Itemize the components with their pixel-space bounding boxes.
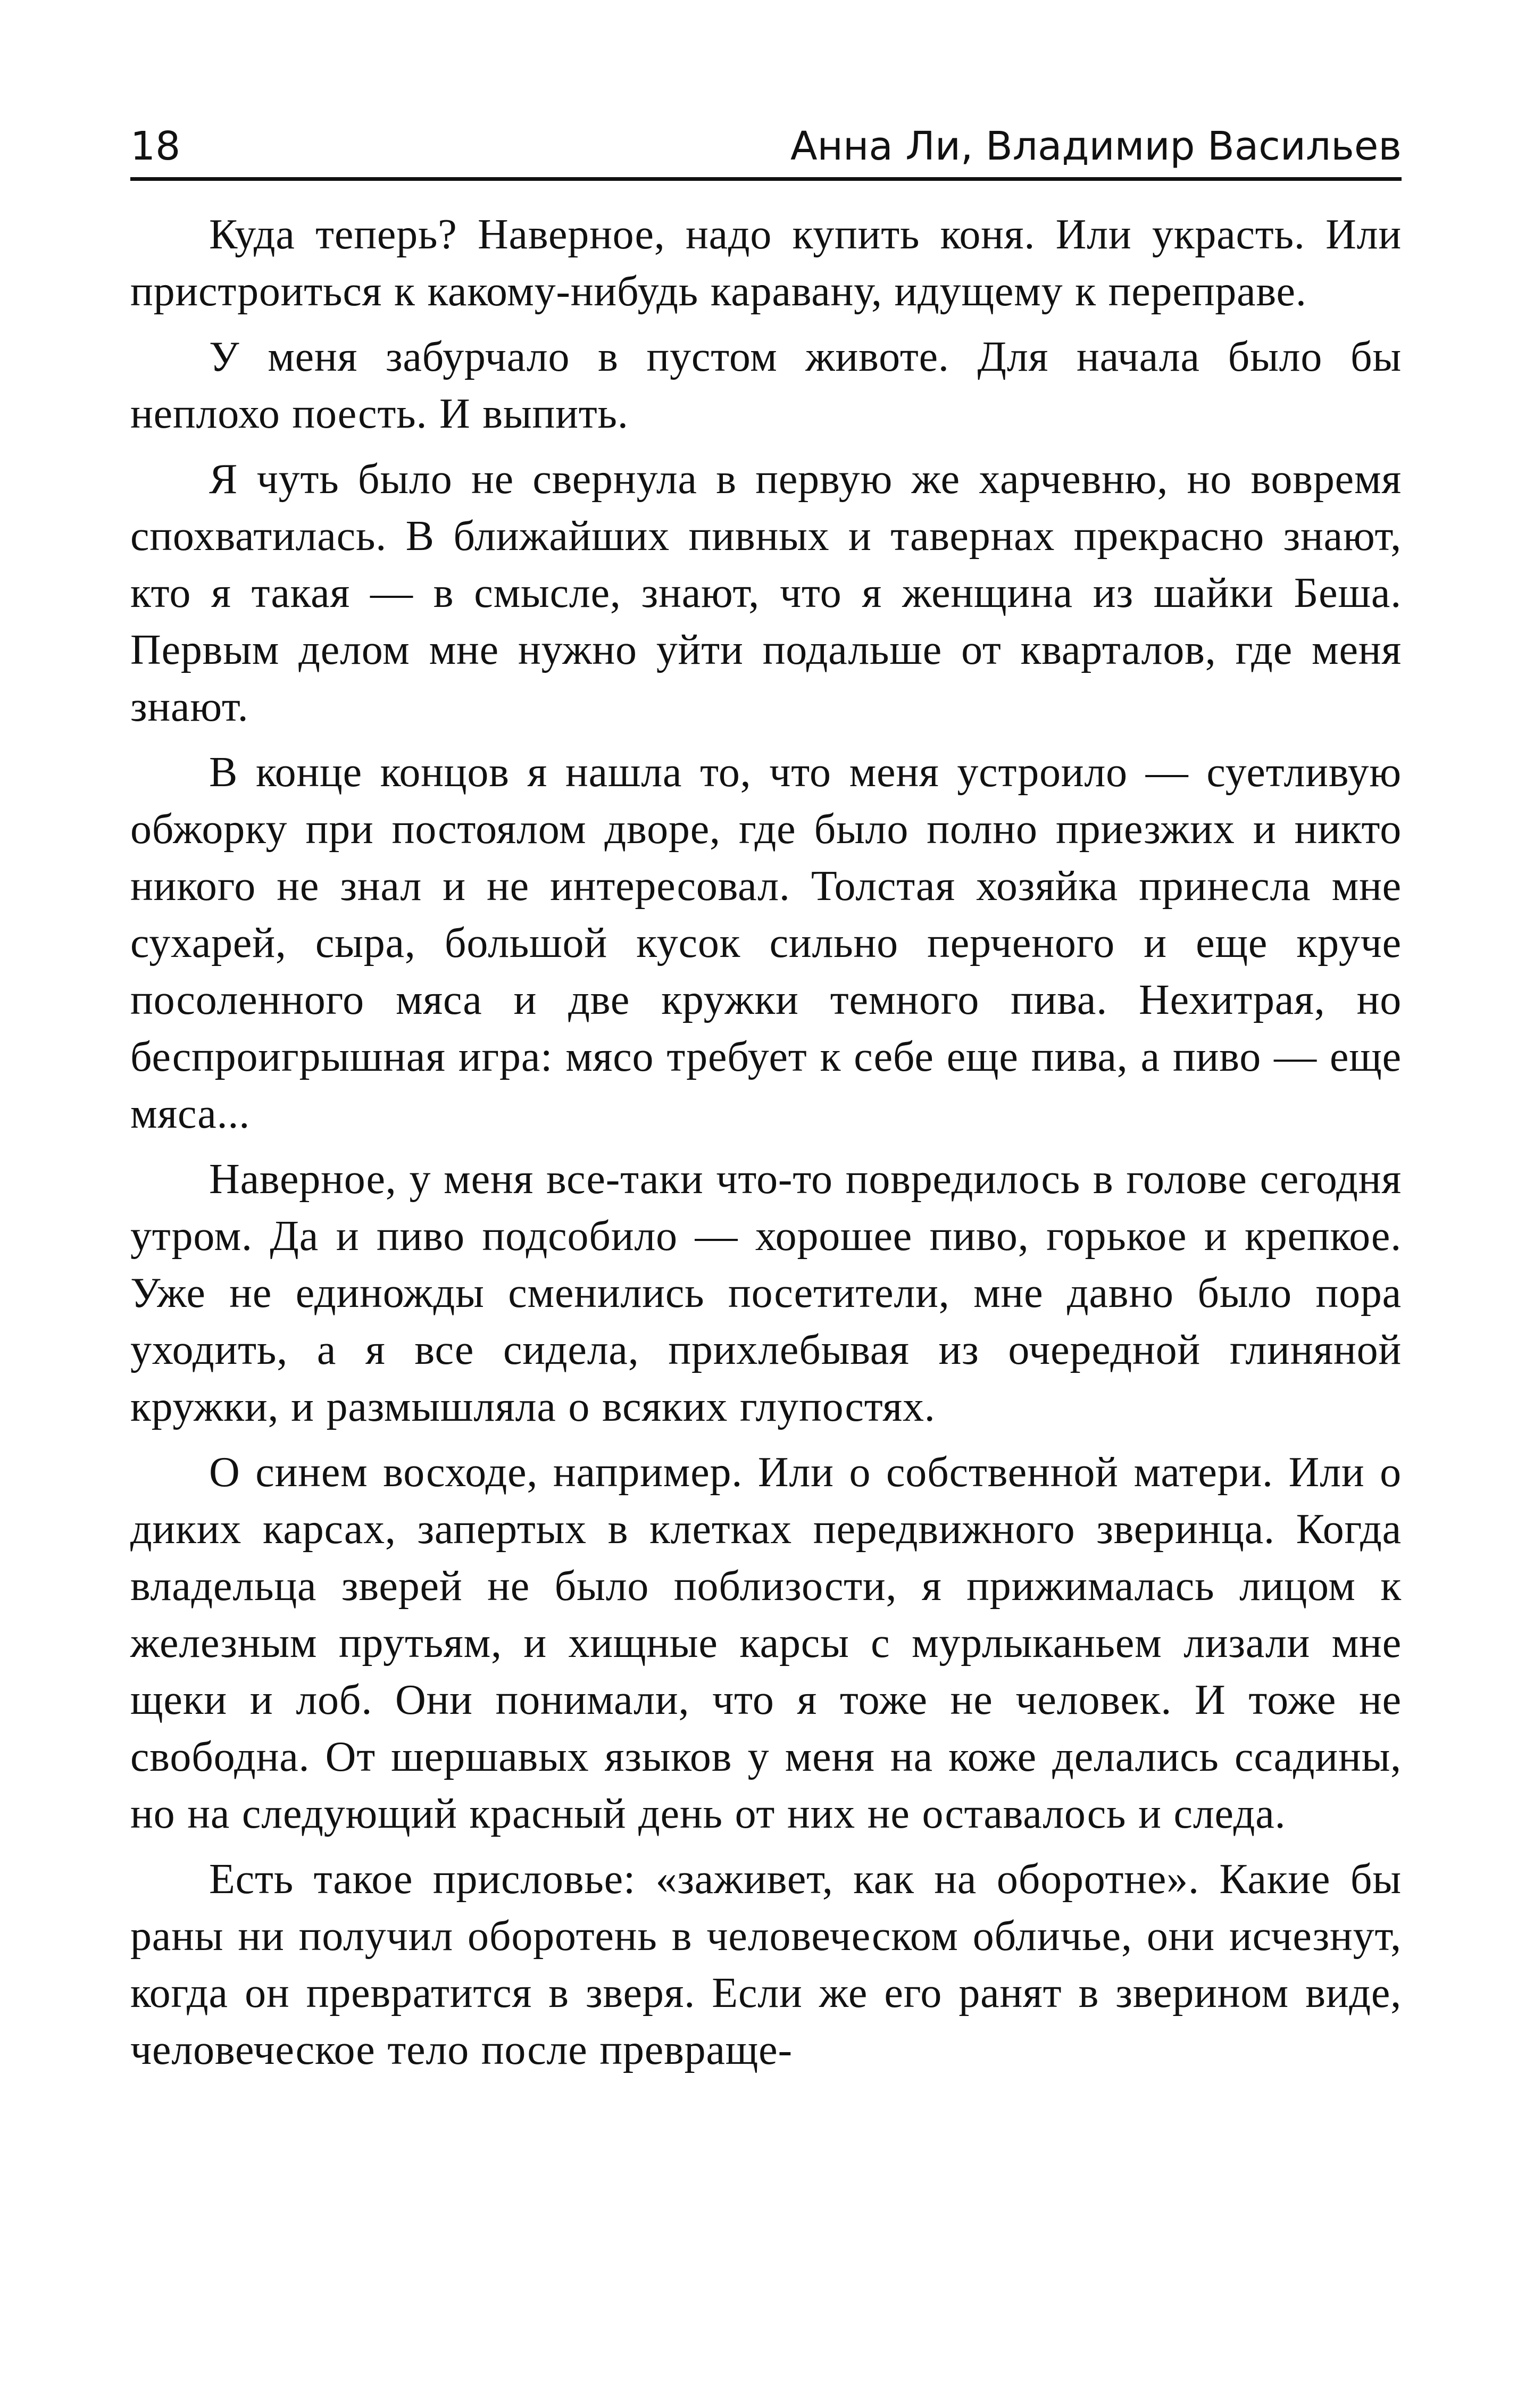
page-number: 18: [130, 123, 181, 169]
paragraph: Наверное, у меня все-таки что-то повредилось в голове сегодня утром. Да и пиво подсобило — хорошее пиво, горькое и крепкое. Уже не единожды сменились посетители, мне давно было пора уходить, а я все сидела, прихлебывая из очередной глиняной кружки, и размышляла о всяких глупостях.: [130, 1156, 1402, 1430]
body-text: [130, 206, 1402, 2087]
paragraph: Куда теперь? Наверное, надо купить коня. Или украсть. Или пристроиться к какому-нибудь каравану, идущему к переправе.: [130, 211, 1402, 315]
running-head: [130, 114, 1402, 173]
paragraph: Я чуть было не свернула в первую же харчевню, но вовремя спохватилась. В ближайших пивных и тавернах прекрасно знают, кто я такая — в смысле, знают, что я женщина из шайки Беша. Первым делом мне нужно уйти подальше от кварталов, где меня знают.: [130, 456, 1402, 730]
paragraph: У меня забурчало в пустом животе. Для начала было бы неплохо поесть. И выпить.: [130, 334, 1402, 437]
header-rule: [130, 177, 1402, 181]
paragraph: Есть такое присловье: «заживет, как на оборотне». Какие бы раны ни получил оборотень в человеческом обличье, они исчезнут, когда он превратится в зверя. Если же его ранят в зверином виде, человеческое тело после превраще-: [130, 1856, 1402, 2073]
paragraph: О синем восходе, например. Или о собственной матери. Или о диких карсах, запертых в клетках передвижного зверинца. Когда владельца зверей не было поблизости, я прижималась лицом к железным прутьям, и хищные карсы с мурлыканьем лизали мне щеки и лоб. Они понимали, что я тоже не человек. И тоже не свободна. От шершавых языков у меня на коже делались ссадины, но на следующий красный день от них не оставалось и следа.: [130, 1449, 1402, 1837]
running-title: Анна Ли, Владимир Васильев: [790, 123, 1402, 169]
paragraph: В конце концов я нашла то, что меня устроило — суетливую обжорку при постоялом дворе, где было полно приезжих и никто никого не знал и не интересовал. Толстая хозяйка принесла мне сухарей, сыра, большой кусок сильно перченого и еще круче посоленного мяса и две кружки темного пива. Нехитрая, но беспроигрышная игра: мясо требует к себе еще пива, а пиво — еще мяса...: [130, 749, 1402, 1137]
